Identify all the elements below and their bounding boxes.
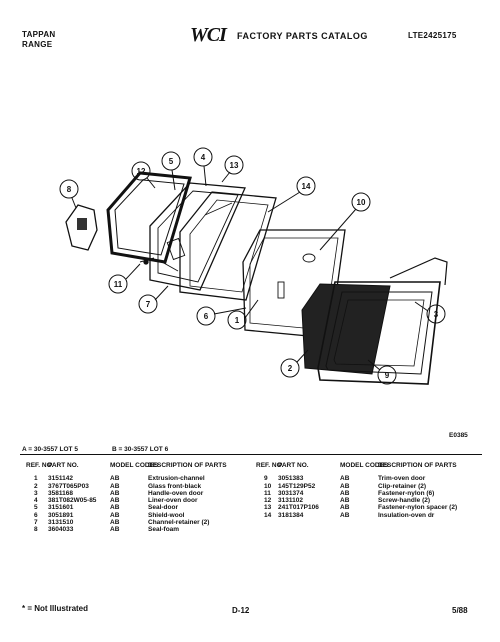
callout-3: 3 [433,310,439,319]
header-ref: REF. NO. [256,462,284,469]
table-row [256,504,478,511]
callout-5: 5 [168,157,174,166]
cell-code: AB [110,475,120,483]
cell-code: AB [340,497,350,505]
cell-part: 241T017P106 [278,504,319,512]
cell-desc: Shield-wool [148,511,185,519]
cell-part: 3151142 [48,475,73,483]
wci-logo: WCI [190,24,226,46]
cell-part: 3131510 [48,519,74,527]
brand-name: TAPPAN [22,30,56,39]
cell-code: AB [110,511,120,519]
table-header [26,462,248,469]
callout-1: 1 [234,316,240,325]
cell-ref: 12 [264,497,272,505]
cell-code: AB [110,489,120,497]
cell-ref: 11 [264,489,271,497]
cell-desc: Screw-handle (2) [378,497,431,505]
header-ref: REF. NO. [26,462,54,469]
header-desc: DESCRIPTION OF PARTS [378,462,457,469]
cell-ref: 1 [34,475,38,483]
cell-desc: Fastener-nylon (6) [378,489,435,497]
cell-desc: Trim-oven door [378,475,426,483]
cell-desc: Channel-retainer (2) [148,519,210,527]
cell-ref: 5 [34,504,38,512]
cell-code: AB [340,489,350,497]
cell-part: 3181384 [278,511,304,519]
callout-8: 8 [66,185,72,194]
table-row [26,519,248,526]
cell-ref: 9 [264,475,268,483]
cell-ref: 14 [264,511,272,519]
table-row [26,512,248,519]
cell-part: 3581168 [48,489,73,497]
cell-part: 3051891 [48,511,74,519]
cell-code: AB [110,482,120,490]
cell-part: 3051383 [278,475,304,483]
table-row [256,475,478,482]
table-row [26,504,248,511]
cell-part: 381T082W05-85 [48,497,97,505]
cell-desc: Liner-oven door [148,497,198,505]
callout-14: 14 [301,182,311,191]
table-row [26,475,248,482]
catalog-date: 5/88 [452,606,468,615]
table-row [26,497,248,504]
cell-ref: 6 [34,511,38,519]
cell-desc: Clip-retainer (2) [378,482,427,490]
header-part: PART NO. [48,462,79,469]
cell-ref: 7 [34,519,38,527]
cell-code: AB [340,511,350,519]
catalog-title: FACTORY PARTS CATALOG [237,31,368,41]
cell-ref: 2 [34,482,38,490]
not-illustrated-note: * = Not Illustrated [22,604,89,613]
cell-code: AB [340,475,350,483]
cell-ref: 10 [264,482,272,490]
table-row [26,490,248,497]
cell-part: 3031374 [278,489,304,497]
callout-7: 7 [145,300,151,309]
cell-part: 145T129P52 [278,482,316,490]
table-row [256,497,478,504]
exploded-door-diagram [0,140,500,440]
cell-part: 3767T065P03 [48,482,89,490]
table-row [26,526,248,533]
product-name: RANGE [22,40,53,49]
cell-ref: 13 [264,504,272,512]
lot-note-b: B = 30-3557 LOT 6 [112,446,169,453]
cell-code: AB [110,497,120,505]
page-number: D-12 [232,606,250,615]
header-desc: DESCRIPTION OF PARTS [148,462,227,469]
cell-ref: 4 [34,497,38,505]
callout-2: 2 [287,364,293,373]
glass-front-part [302,284,390,374]
table-row [256,512,478,519]
cell-desc: Seal-foam [148,526,180,534]
divider-line [20,454,482,455]
cell-desc: Insulation-oven dr [378,511,435,519]
cell-desc: Handle-oven door [148,489,204,497]
table-header [256,462,478,469]
callout-13: 13 [229,161,239,170]
cell-desc: Fastener-nylon spacer (2) [378,504,458,512]
cell-code: AB [340,482,350,490]
cell-desc: Extrusion-channel [148,475,205,483]
cell-ref: 3 [34,489,38,497]
callout-6: 6 [203,312,209,321]
cell-code: AB [340,504,350,512]
cell-ref: 8 [34,526,38,534]
handle-part [390,258,447,285]
figure-code: E0385 [449,432,468,439]
callout-11: 11 [113,280,123,289]
model-number: LTE2425175 [408,31,457,40]
cell-part: 3131102 [278,497,303,505]
cell-part: 3604033 [48,526,74,534]
header-model: MODEL CODES [110,462,159,469]
cell-part: 3151601 [48,504,74,512]
parts-table-left [26,462,248,534]
header-model: MODEL CODES [340,462,389,469]
lot-note-a: A = 30-3557 LOT 5 [22,446,78,453]
cell-code: AB [110,504,120,512]
cell-code: AB [110,519,120,527]
callout-9: 9 [384,371,390,380]
callout-10: 10 [356,198,366,207]
callout-12: 12 [136,167,146,176]
cell-desc: Glass front-black [148,482,202,490]
seal-foam-piece [77,218,87,230]
table-row [26,483,248,490]
callout-4: 4 [200,153,206,162]
parts-table-right [256,462,478,519]
insulation-part [180,192,276,300]
table-row [256,483,478,490]
cell-code: AB [110,526,120,534]
header-part: PART NO. [278,462,309,469]
cell-desc: Seal-door [148,504,178,512]
table-row [256,490,478,497]
